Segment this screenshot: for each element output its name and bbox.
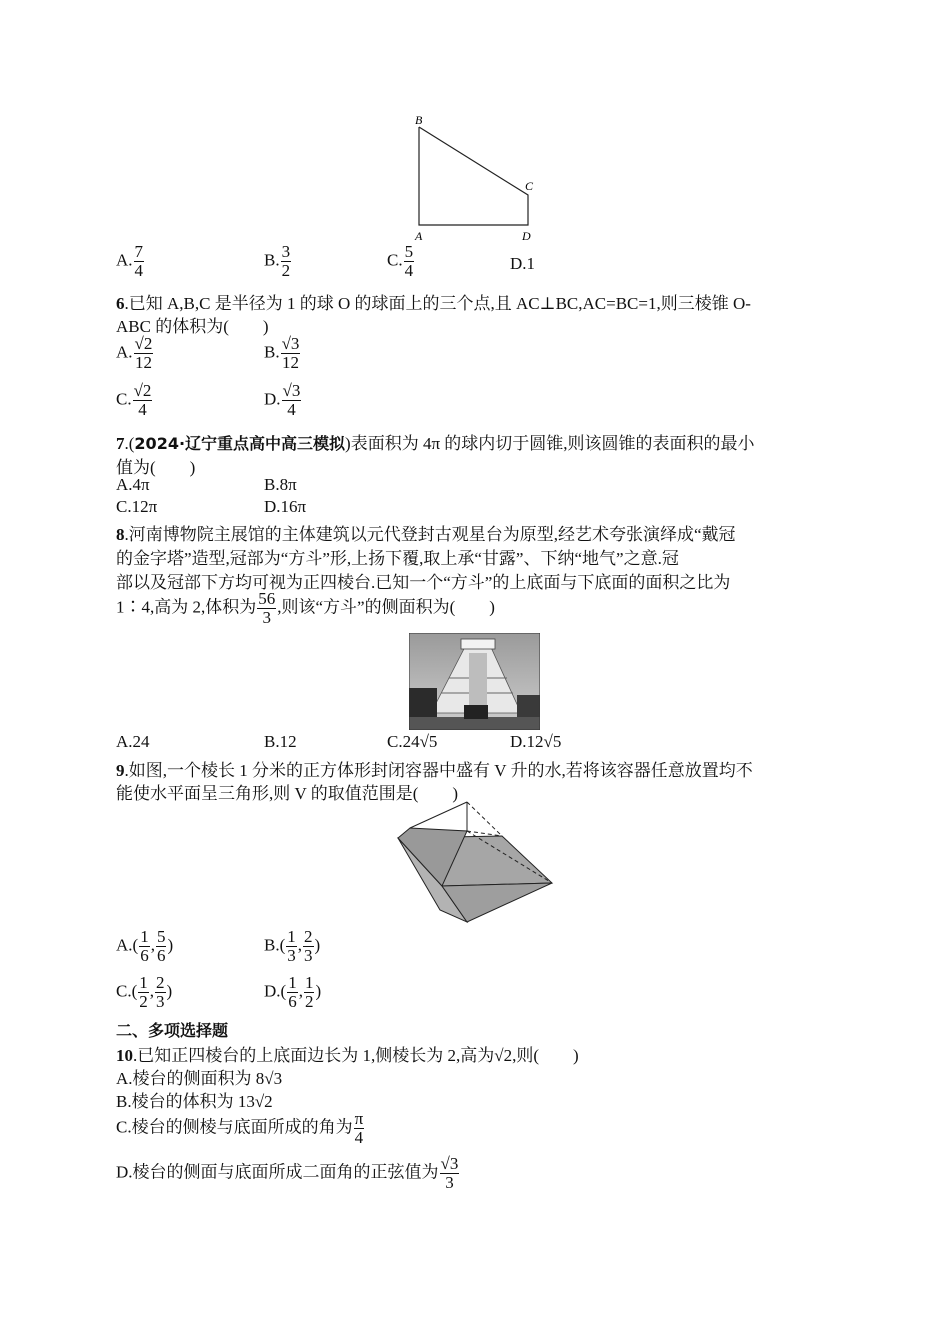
label-d: D bbox=[522, 229, 531, 243]
label-a: A bbox=[415, 229, 423, 243]
q8-stem-line2: 的金字塔”造型,冠部为“方斗”形,上扬下覆,取上承“甘露”、下纳“地气”之意.冠 bbox=[116, 549, 679, 568]
label-b: B bbox=[415, 113, 423, 127]
q8-stem-line1: 8.河南博物院主展馆的主体建筑以元代登封古观星台为原型,经艺术夸张演绎成“戴冠 bbox=[116, 525, 736, 544]
q10-option-c[interactable]: C.棱台的侧棱与底面所成的角为 $\frac{\pi}{4}$ bbox=[116, 1109, 364, 1147]
q10-option-a[interactable]: A.棱台的侧面积为 8√3 bbox=[116, 1069, 283, 1088]
q6-option-d[interactable]: D. $\frac{√3}{4}$ bbox=[264, 381, 301, 419]
q9-option-d[interactable]: D.( $\frac{1}{6}$ , $\frac{1}{2}$ ) bbox=[264, 973, 322, 1011]
q9-option-c[interactable]: C.( $\frac{1}{2}$ , $\frac{2}{3}$ ) bbox=[116, 973, 173, 1011]
q9-option-a[interactable]: A.( $\frac{1}{6}$ , $\frac{5}{6}$ ) bbox=[116, 927, 174, 965]
q6-option-b[interactable]: B. $\frac{√3}{12}$ bbox=[264, 334, 300, 372]
cube-figure bbox=[392, 798, 557, 924]
museum-photo bbox=[409, 633, 540, 730]
q6-stem-line1: 6.已知 A,B,C 是半径为 1 的球 O 的球面上的三个点,且 AC⊥BC,AC=BC=1,则三棱锥 O- bbox=[116, 294, 751, 313]
q7-stem-line2: 值为( ) bbox=[116, 458, 196, 477]
q8-option-a[interactable]: A.24 bbox=[116, 732, 150, 751]
q5-option-a[interactable]: A. $\frac{7}{4}$ bbox=[116, 242, 144, 280]
q5-option-b[interactable]: B. $\frac{3}{2}$ bbox=[264, 242, 291, 280]
q6-option-a[interactable]: A. $\frac{√2}{12}$ bbox=[116, 334, 153, 372]
section-heading-multiple-choice: 二、多项选择题 bbox=[116, 1021, 229, 1040]
q6-option-c[interactable]: C. $\frac{√2}{4}$ bbox=[116, 381, 152, 419]
q10-stem: 10.已知正四棱台的上底面边长为 1,侧棱长为 2,高为√2,则( ) bbox=[116, 1046, 579, 1065]
q10-option-d[interactable]: D.棱台的侧面与底面所成二面角的正弦值为 $\frac{√3}{3}$ bbox=[116, 1154, 459, 1192]
q9-option-b[interactable]: B.( $\frac{1}{3}$ , $\frac{2}{3}$ ) bbox=[264, 927, 321, 965]
q8-option-d[interactable]: D.12√5 bbox=[510, 732, 562, 751]
q7-option-b[interactable]: B.8π bbox=[264, 475, 297, 494]
q8-option-b[interactable]: B.12 bbox=[264, 732, 297, 751]
q7-option-c[interactable]: C.12π bbox=[116, 497, 158, 516]
label-c: C bbox=[525, 179, 534, 193]
q9-stem-line1: 9.如图,一个棱长 1 分米的正方体形封闭容器中盛有 V 升的水,若将该容器任意放置均不 bbox=[116, 761, 753, 780]
q10-option-b[interactable]: B.棱台的体积为 13√2 bbox=[116, 1092, 273, 1111]
q7-option-a[interactable]: A.4π bbox=[116, 475, 150, 494]
q8-option-c[interactable]: C.24√5 bbox=[387, 732, 438, 751]
q6-stem-line2: ABC 的体积为( ) bbox=[116, 317, 269, 336]
trapezoid-figure bbox=[405, 110, 545, 245]
q7-stem-line1: 7.(2024·辽宁重点高中高三模拟)表面积为 4π 的球内切于圆锥,则该圆锥的表面积的最小 bbox=[116, 434, 755, 453]
q5-option-c[interactable]: C. $\frac{5}{4}$ bbox=[387, 242, 414, 280]
q8-stem-line3: 部以及冠部下方均可视为正四棱台.已知一个“方斗”的上底面与下底面的面积之比为 bbox=[116, 573, 731, 592]
q5-option-d[interactable]: D.1 bbox=[510, 254, 536, 273]
q9-stem-line2: 能使水平面呈三角形,则 V 的取值范围是( ) bbox=[116, 784, 459, 803]
q7-option-d[interactable]: D.16π bbox=[264, 497, 307, 516]
q8-stem-line4: 1∶4,高为 2,体积为 $\frac{56}{3}$ ,则该“方斗”的侧面积为( ) bbox=[116, 589, 495, 627]
